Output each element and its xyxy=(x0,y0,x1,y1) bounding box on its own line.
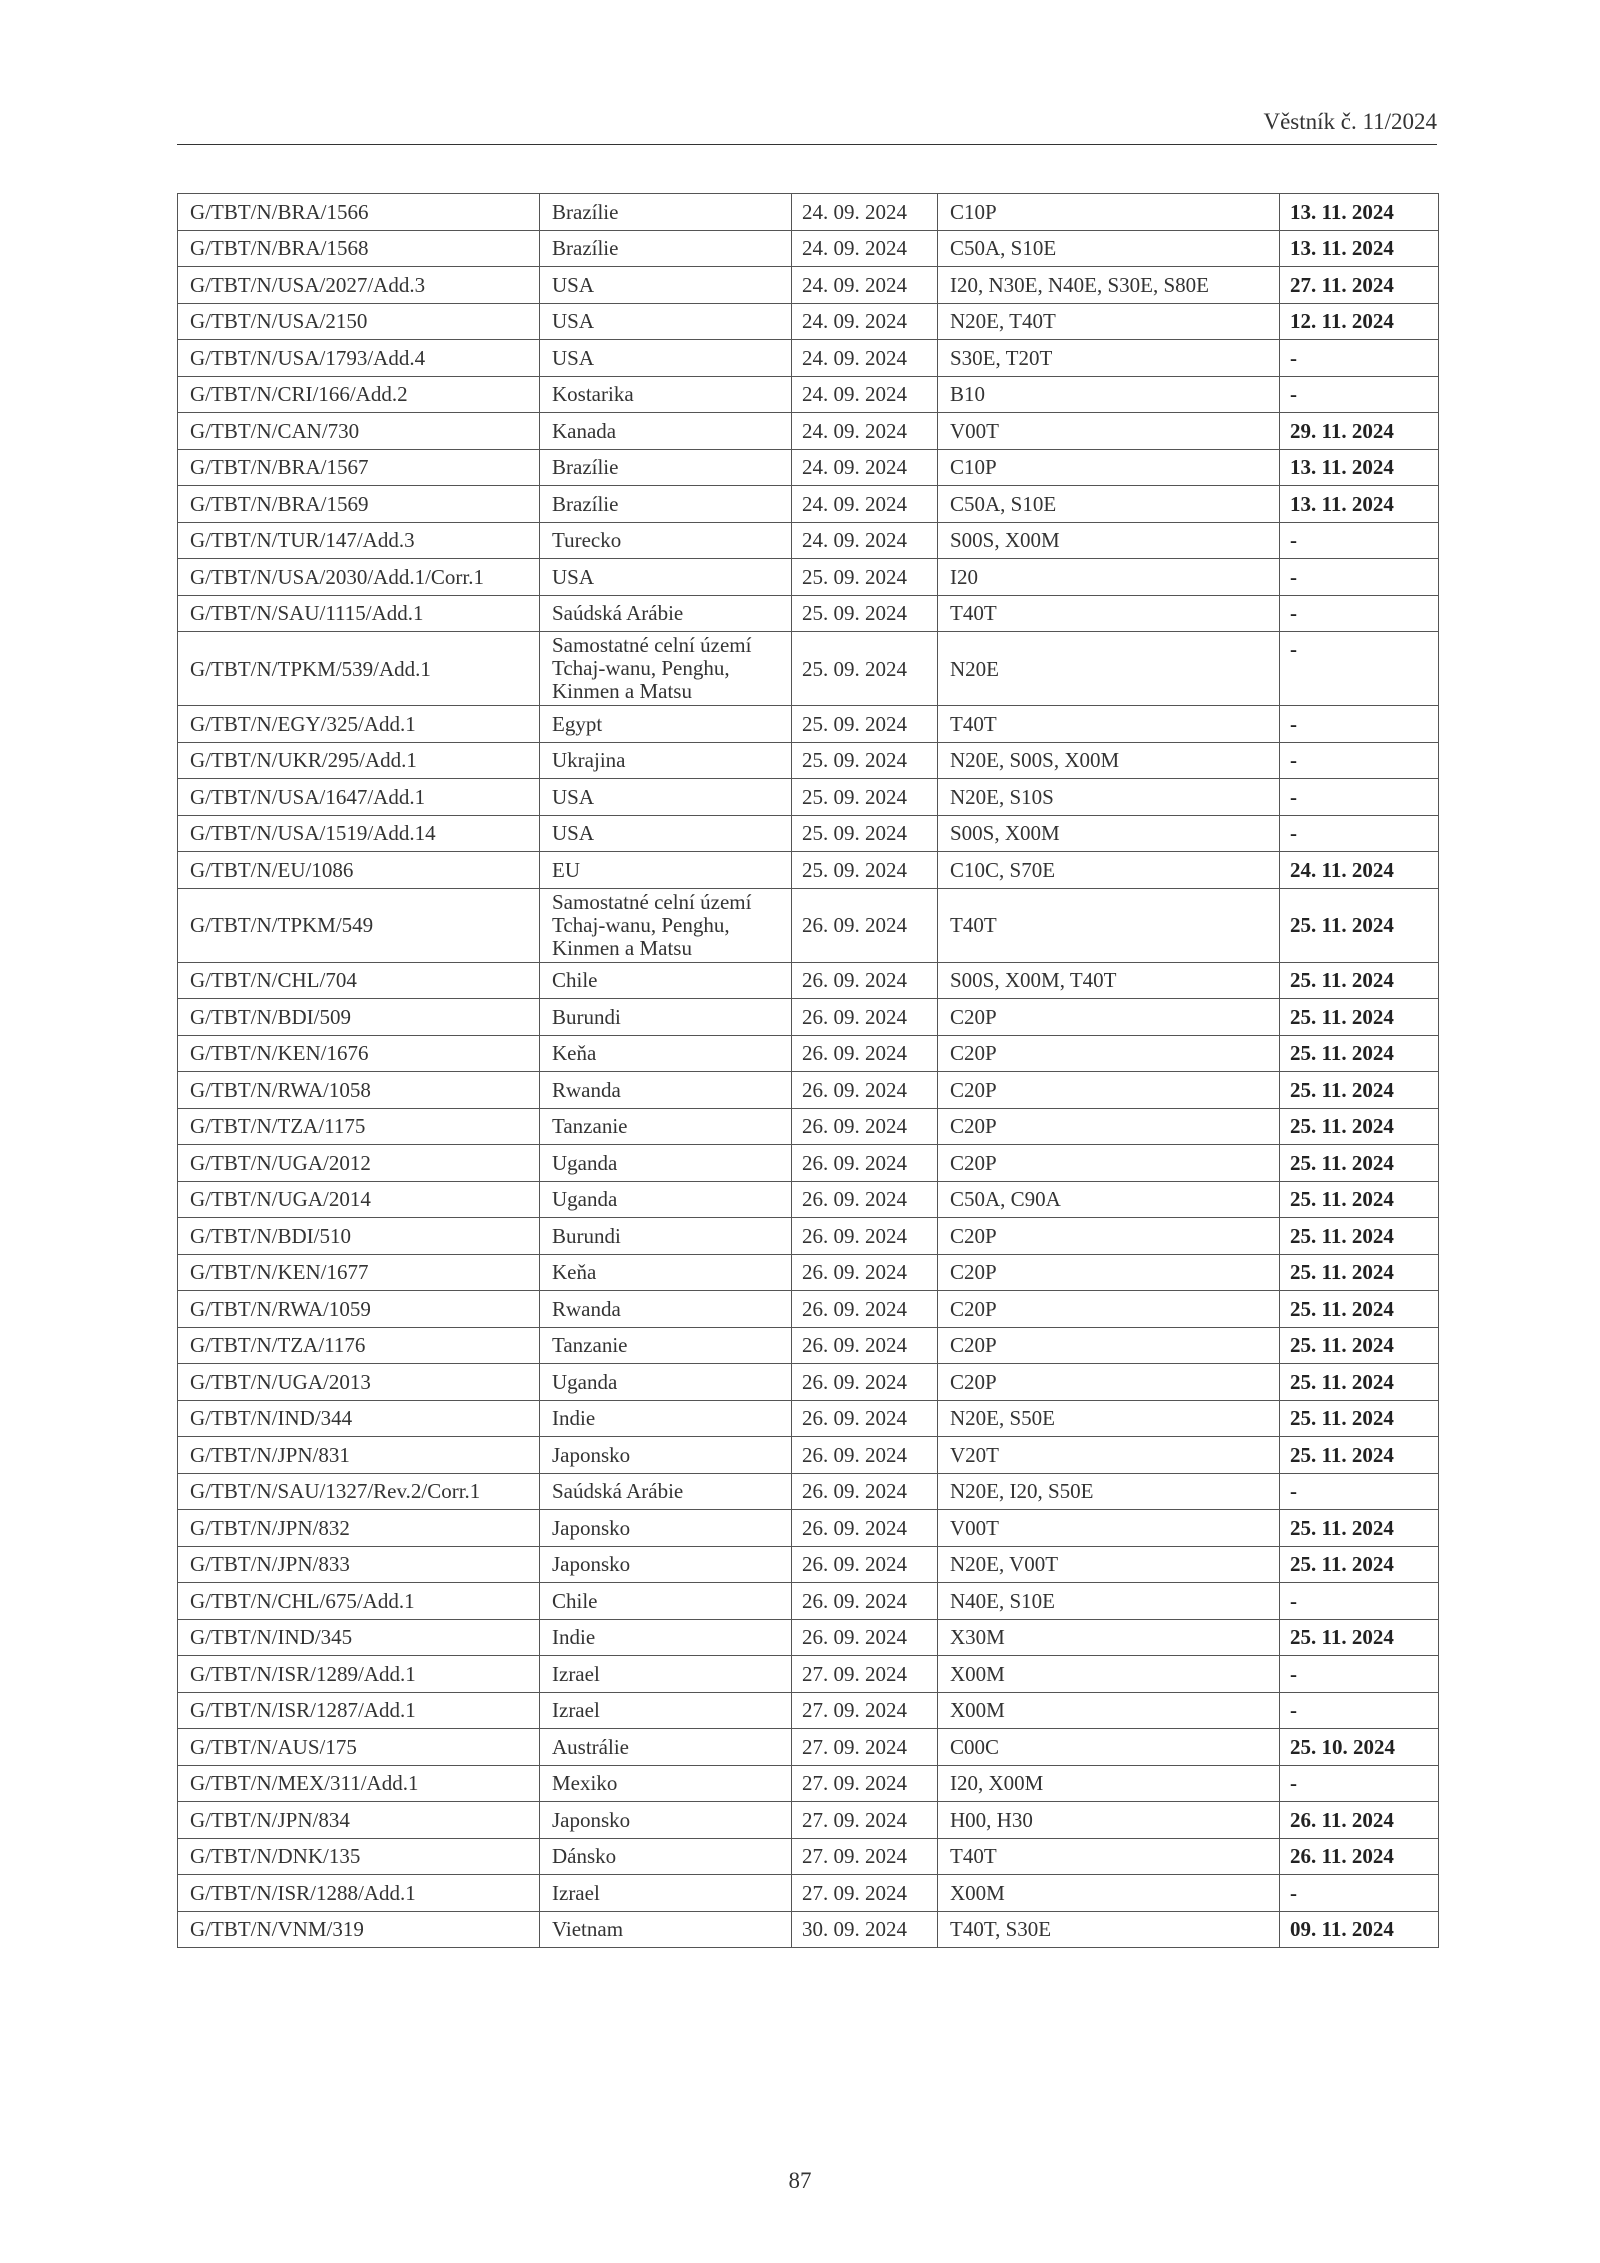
table-row xyxy=(178,1765,1439,1802)
cell-document-symbol: G/TBT/N/EGY/325/Add.1 xyxy=(178,706,540,743)
cell-comment-deadline: 26. 11. 2024 xyxy=(1280,1802,1439,1839)
cell-distribution-date: 26. 09. 2024 xyxy=(792,1181,938,1218)
cell-comment-deadline: - xyxy=(1280,1583,1439,1620)
table-row xyxy=(178,559,1439,596)
cell-document-symbol: G/TBT/N/CRI/166/Add.2 xyxy=(178,376,540,413)
cell-member: USA xyxy=(540,267,792,304)
cell-document-symbol: G/TBT/N/AUS/175 xyxy=(178,1729,540,1766)
cell-member: Egypt xyxy=(540,706,792,743)
cell-ics-codes: C20P xyxy=(938,1108,1280,1145)
cell-comment-deadline: 24. 11. 2024 xyxy=(1280,852,1439,889)
table-row xyxy=(178,1838,1439,1875)
cell-document-symbol: G/TBT/N/BRA/1568 xyxy=(178,230,540,267)
cell-ics-codes: N20E, I20, S50E xyxy=(938,1473,1280,1510)
cell-document-symbol: G/TBT/N/DNK/135 xyxy=(178,1838,540,1875)
cell-member: Turecko xyxy=(540,522,792,559)
journal-title: Věstník č. 11/2024 xyxy=(1263,109,1437,134)
table-row xyxy=(178,1327,1439,1364)
cell-comment-deadline: 09. 11. 2024 xyxy=(1280,1911,1439,1948)
cell-document-symbol: G/TBT/N/USA/2150 xyxy=(178,303,540,340)
cell-member: Kanada xyxy=(540,413,792,450)
cell-distribution-date: 27. 09. 2024 xyxy=(792,1765,938,1802)
cell-distribution-date: 27. 09. 2024 xyxy=(792,1692,938,1729)
cell-member: Tanzanie xyxy=(540,1327,792,1364)
cell-document-symbol: G/TBT/N/ISR/1287/Add.1 xyxy=(178,1692,540,1729)
cell-document-symbol: G/TBT/N/IND/344 xyxy=(178,1400,540,1437)
cell-distribution-date: 26. 09. 2024 xyxy=(792,1583,938,1620)
table-row xyxy=(178,888,1439,962)
cell-member: Japonsko xyxy=(540,1510,792,1547)
cell-document-symbol: G/TBT/N/USA/2027/Add.3 xyxy=(178,267,540,304)
cell-ics-codes: V00T xyxy=(938,413,1280,450)
cell-member: Brazílie xyxy=(540,230,792,267)
table-row xyxy=(178,303,1439,340)
cell-ics-codes: X00M xyxy=(938,1692,1280,1729)
cell-document-symbol: G/TBT/N/ISR/1288/Add.1 xyxy=(178,1875,540,1912)
cell-document-symbol: G/TBT/N/EU/1086 xyxy=(178,852,540,889)
cell-distribution-date: 26. 09. 2024 xyxy=(792,1437,938,1474)
cell-distribution-date: 25. 09. 2024 xyxy=(792,779,938,816)
cell-ics-codes: C20P xyxy=(938,1035,1280,1072)
cell-ics-codes: C50A, S10E xyxy=(938,230,1280,267)
cell-document-symbol: G/TBT/N/IND/345 xyxy=(178,1619,540,1656)
cell-ics-codes: N20E, V00T xyxy=(938,1546,1280,1583)
cell-comment-deadline: - xyxy=(1280,1875,1439,1912)
cell-document-symbol: G/TBT/N/CHL/704 xyxy=(178,962,540,999)
cell-comment-deadline: 25. 11. 2024 xyxy=(1280,1218,1439,1255)
cell-ics-codes: C20P xyxy=(938,1291,1280,1328)
table-row xyxy=(178,486,1439,523)
cell-comment-deadline: - xyxy=(1280,376,1439,413)
cell-ics-codes: B10 xyxy=(938,376,1280,413)
cell-member: Burundi xyxy=(540,999,792,1036)
cell-document-symbol: G/TBT/N/BDI/510 xyxy=(178,1218,540,1255)
cell-member: USA xyxy=(540,303,792,340)
cell-comment-deadline: - xyxy=(1280,779,1439,816)
cell-ics-codes: C20P xyxy=(938,999,1280,1036)
cell-distribution-date: 24. 09. 2024 xyxy=(792,376,938,413)
cell-document-symbol: G/TBT/N/USA/1793/Add.4 xyxy=(178,340,540,377)
cell-member: Austrálie xyxy=(540,1729,792,1766)
table-row xyxy=(178,1911,1439,1948)
table-row xyxy=(178,1108,1439,1145)
cell-ics-codes: H00, H30 xyxy=(938,1802,1280,1839)
cell-ics-codes: C10P xyxy=(938,194,1280,231)
table-row xyxy=(178,1364,1439,1401)
cell-comment-deadline: 25. 11. 2024 xyxy=(1280,1619,1439,1656)
cell-distribution-date: 25. 09. 2024 xyxy=(792,815,938,852)
cell-document-symbol: G/TBT/N/UGA/2013 xyxy=(178,1364,540,1401)
cell-ics-codes: N20E, S00S, X00M xyxy=(938,742,1280,779)
cell-document-symbol: G/TBT/N/KEN/1676 xyxy=(178,1035,540,1072)
cell-member: Rwanda xyxy=(540,1072,792,1109)
cell-member: Japonsko xyxy=(540,1802,792,1839)
cell-comment-deadline: - xyxy=(1280,595,1439,632)
table-row xyxy=(178,1473,1439,1510)
cell-ics-codes: T40T xyxy=(938,1838,1280,1875)
cell-comment-deadline: 13. 11. 2024 xyxy=(1280,194,1439,231)
table-row xyxy=(178,1291,1439,1328)
cell-member: USA xyxy=(540,340,792,377)
cell-member: Brazílie xyxy=(540,194,792,231)
cell-member: Chile xyxy=(540,962,792,999)
cell-ics-codes: T40T xyxy=(938,706,1280,743)
cell-comment-deadline: 25. 11. 2024 xyxy=(1280,962,1439,999)
cell-member: Tanzanie xyxy=(540,1108,792,1145)
cell-document-symbol: G/TBT/N/UKR/295/Add.1 xyxy=(178,742,540,779)
cell-document-symbol: G/TBT/N/BRA/1566 xyxy=(178,194,540,231)
cell-ics-codes: X00M xyxy=(938,1875,1280,1912)
cell-ics-codes: T40T xyxy=(938,888,1280,962)
cell-distribution-date: 25. 09. 2024 xyxy=(792,632,938,706)
cell-member: Uganda xyxy=(540,1364,792,1401)
cell-comment-deadline: 25. 11. 2024 xyxy=(1280,1546,1439,1583)
cell-member: Keňa xyxy=(540,1035,792,1072)
cell-comment-deadline: - xyxy=(1280,1473,1439,1510)
table-row xyxy=(178,706,1439,743)
cell-document-symbol: G/TBT/N/SAU/1115/Add.1 xyxy=(178,595,540,632)
cell-distribution-date: 26. 09. 2024 xyxy=(792,1400,938,1437)
cell-comment-deadline: 25. 11. 2024 xyxy=(1280,1035,1439,1072)
cell-document-symbol: G/TBT/N/TZA/1175 xyxy=(178,1108,540,1145)
cell-member: Burundi xyxy=(540,1218,792,1255)
cell-member: Vietnam xyxy=(540,1911,792,1948)
cell-ics-codes: I20 xyxy=(938,559,1280,596)
table-row xyxy=(178,1692,1439,1729)
cell-comment-deadline: 25. 11. 2024 xyxy=(1280,1510,1439,1547)
cell-ics-codes: S30E, T20T xyxy=(938,340,1280,377)
cell-comment-deadline: - xyxy=(1280,632,1439,706)
cell-comment-deadline: 25. 11. 2024 xyxy=(1280,1254,1439,1291)
cell-distribution-date: 27. 09. 2024 xyxy=(792,1656,938,1693)
cell-comment-deadline: 25. 11. 2024 xyxy=(1280,1181,1439,1218)
cell-ics-codes: C50A, S10E xyxy=(938,486,1280,523)
cell-member: Indie xyxy=(540,1400,792,1437)
cell-ics-codes: C00C xyxy=(938,1729,1280,1766)
cell-member: Keňa xyxy=(540,1254,792,1291)
cell-member: Indie xyxy=(540,1619,792,1656)
cell-member: Brazílie xyxy=(540,486,792,523)
cell-member: USA xyxy=(540,559,792,596)
cell-document-symbol: G/TBT/N/UGA/2014 xyxy=(178,1181,540,1218)
cell-document-symbol: G/TBT/N/USA/1647/Add.1 xyxy=(178,779,540,816)
cell-distribution-date: 26. 09. 2024 xyxy=(792,1619,938,1656)
cell-distribution-date: 24. 09. 2024 xyxy=(792,486,938,523)
cell-document-symbol: G/TBT/N/JPN/831 xyxy=(178,1437,540,1474)
cell-member: Izrael xyxy=(540,1692,792,1729)
table-row xyxy=(178,1619,1439,1656)
cell-document-symbol: G/TBT/N/CHL/675/Add.1 xyxy=(178,1583,540,1620)
cell-distribution-date: 26. 09. 2024 xyxy=(792,888,938,962)
cell-distribution-date: 26. 09. 2024 xyxy=(792,1145,938,1182)
cell-member: Japonsko xyxy=(540,1437,792,1474)
cell-ics-codes: N20E, S10S xyxy=(938,779,1280,816)
table-row xyxy=(178,1254,1439,1291)
table-row xyxy=(178,522,1439,559)
cell-ics-codes: C20P xyxy=(938,1072,1280,1109)
cell-ics-codes: V00T xyxy=(938,1510,1280,1547)
cell-ics-codes: C50A, C90A xyxy=(938,1181,1280,1218)
cell-member: Saúdská Arábie xyxy=(540,1473,792,1510)
cell-comment-deadline: 25. 11. 2024 xyxy=(1280,1364,1439,1401)
cell-member: USA xyxy=(540,779,792,816)
cell-member: Rwanda xyxy=(540,1291,792,1328)
cell-member: EU xyxy=(540,852,792,889)
cell-member: Samostatné celní území Tchaj-wanu, Penghu, Kinmen a Matsu xyxy=(540,632,792,706)
cell-comment-deadline: - xyxy=(1280,559,1439,596)
cell-ics-codes: I20, N30E, N40E, S30E, S80E xyxy=(938,267,1280,304)
cell-member: Izrael xyxy=(540,1875,792,1912)
cell-distribution-date: 24. 09. 2024 xyxy=(792,267,938,304)
cell-ics-codes: T40T xyxy=(938,595,1280,632)
table-row xyxy=(178,962,1439,999)
cell-distribution-date: 27. 09. 2024 xyxy=(792,1838,938,1875)
cell-member: Samostatné celní území Tchaj-wanu, Penghu, Kinmen a Matsu xyxy=(540,888,792,962)
cell-member: Uganda xyxy=(540,1145,792,1182)
cell-document-symbol: G/TBT/N/BRA/1567 xyxy=(178,449,540,486)
cell-document-symbol: G/TBT/N/UGA/2012 xyxy=(178,1145,540,1182)
cell-document-symbol: G/TBT/N/JPN/832 xyxy=(178,1510,540,1547)
cell-comment-deadline: 25. 10. 2024 xyxy=(1280,1729,1439,1766)
table-row xyxy=(178,1181,1439,1218)
cell-member: Brazílie xyxy=(540,449,792,486)
table-row xyxy=(178,1656,1439,1693)
cell-ics-codes: C20P xyxy=(938,1364,1280,1401)
cell-comment-deadline: - xyxy=(1280,1692,1439,1729)
cell-comment-deadline: 25. 11. 2024 xyxy=(1280,1108,1439,1145)
cell-distribution-date: 24. 09. 2024 xyxy=(792,340,938,377)
cell-distribution-date: 26. 09. 2024 xyxy=(792,1291,938,1328)
cell-ics-codes: C20P xyxy=(938,1145,1280,1182)
cell-document-symbol: G/TBT/N/KEN/1677 xyxy=(178,1254,540,1291)
table-row xyxy=(178,852,1439,889)
cell-document-symbol: G/TBT/N/RWA/1059 xyxy=(178,1291,540,1328)
cell-distribution-date: 27. 09. 2024 xyxy=(792,1802,938,1839)
table-row xyxy=(178,815,1439,852)
cell-ics-codes: C20P xyxy=(938,1254,1280,1291)
page-header xyxy=(177,110,1437,145)
cell-document-symbol: G/TBT/N/TZA/1176 xyxy=(178,1327,540,1364)
table-row xyxy=(178,1546,1439,1583)
cell-comment-deadline: 27. 11. 2024 xyxy=(1280,267,1439,304)
cell-distribution-date: 26. 09. 2024 xyxy=(792,1510,938,1547)
cell-comment-deadline: 25. 11. 2024 xyxy=(1280,1400,1439,1437)
cell-comment-deadline: - xyxy=(1280,1656,1439,1693)
table-row xyxy=(178,1218,1439,1255)
cell-ics-codes: N20E xyxy=(938,632,1280,706)
cell-comment-deadline: 25. 11. 2024 xyxy=(1280,888,1439,962)
cell-comment-deadline: 13. 11. 2024 xyxy=(1280,230,1439,267)
cell-ics-codes: N20E, T40T xyxy=(938,303,1280,340)
cell-document-symbol: G/TBT/N/BDI/509 xyxy=(178,999,540,1036)
cell-document-symbol: G/TBT/N/VNM/319 xyxy=(178,1911,540,1948)
cell-comment-deadline: - xyxy=(1280,522,1439,559)
cell-member: Kostarika xyxy=(540,376,792,413)
cell-distribution-date: 25. 09. 2024 xyxy=(792,595,938,632)
cell-comment-deadline: 25. 11. 2024 xyxy=(1280,1291,1439,1328)
cell-document-symbol: G/TBT/N/TUR/147/Add.3 xyxy=(178,522,540,559)
cell-distribution-date: 26. 09. 2024 xyxy=(792,962,938,999)
table-row xyxy=(178,1145,1439,1182)
cell-comment-deadline: - xyxy=(1280,815,1439,852)
cell-document-symbol: G/TBT/N/TPKM/549 xyxy=(178,888,540,962)
cell-member: Chile xyxy=(540,1583,792,1620)
cell-distribution-date: 25. 09. 2024 xyxy=(792,706,938,743)
cell-member: Dánsko xyxy=(540,1838,792,1875)
cell-member: Mexiko xyxy=(540,1765,792,1802)
cell-ics-codes: C10P xyxy=(938,449,1280,486)
cell-document-symbol: G/TBT/N/BRA/1569 xyxy=(178,486,540,523)
cell-member: Saúdská Arábie xyxy=(540,595,792,632)
cell-document-symbol: G/TBT/N/TPKM/539/Add.1 xyxy=(178,632,540,706)
cell-document-symbol: G/TBT/N/SAU/1327/Rev.2/Corr.1 xyxy=(178,1473,540,1510)
notification-table-body xyxy=(178,194,1439,1948)
cell-comment-deadline: - xyxy=(1280,742,1439,779)
page-number: 87 xyxy=(788,2168,812,2193)
table-row xyxy=(178,340,1439,377)
cell-document-symbol: G/TBT/N/CAN/730 xyxy=(178,413,540,450)
cell-distribution-date: 26. 09. 2024 xyxy=(792,1035,938,1072)
cell-distribution-date: 24. 09. 2024 xyxy=(792,230,938,267)
table-row xyxy=(178,230,1439,267)
cell-comment-deadline: 12. 11. 2024 xyxy=(1280,303,1439,340)
cell-distribution-date: 24. 09. 2024 xyxy=(792,413,938,450)
cell-ics-codes: V20T xyxy=(938,1437,1280,1474)
cell-ics-codes: S00S, X00M xyxy=(938,815,1280,852)
cell-document-symbol: G/TBT/N/MEX/311/Add.1 xyxy=(178,1765,540,1802)
cell-member: Uganda xyxy=(540,1181,792,1218)
table-row xyxy=(178,376,1439,413)
table-row xyxy=(178,632,1439,706)
cell-distribution-date: 24. 09. 2024 xyxy=(792,303,938,340)
table-row xyxy=(178,449,1439,486)
cell-ics-codes: N40E, S10E xyxy=(938,1583,1280,1620)
cell-distribution-date: 24. 09. 2024 xyxy=(792,194,938,231)
cell-comment-deadline: 25. 11. 2024 xyxy=(1280,1437,1439,1474)
cell-distribution-date: 26. 09. 2024 xyxy=(792,1546,938,1583)
table-row xyxy=(178,1400,1439,1437)
table-row xyxy=(178,1072,1439,1109)
cell-distribution-date: 30. 09. 2024 xyxy=(792,1911,938,1948)
table-row xyxy=(178,413,1439,450)
cell-distribution-date: 24. 09. 2024 xyxy=(792,522,938,559)
cell-ics-codes: I20, X00M xyxy=(938,1765,1280,1802)
cell-member: USA xyxy=(540,815,792,852)
table-row xyxy=(178,267,1439,304)
cell-distribution-date: 27. 09. 2024 xyxy=(792,1875,938,1912)
table-row xyxy=(178,1802,1439,1839)
table-row xyxy=(178,1583,1439,1620)
cell-ics-codes: N20E, S50E xyxy=(938,1400,1280,1437)
cell-comment-deadline: - xyxy=(1280,340,1439,377)
cell-ics-codes: X00M xyxy=(938,1656,1280,1693)
cell-member: Izrael xyxy=(540,1656,792,1693)
cell-comment-deadline: 13. 11. 2024 xyxy=(1280,449,1439,486)
cell-comment-deadline: 25. 11. 2024 xyxy=(1280,1327,1439,1364)
cell-comment-deadline: 25. 11. 2024 xyxy=(1280,999,1439,1036)
cell-distribution-date: 27. 09. 2024 xyxy=(792,1729,938,1766)
table-row xyxy=(178,1035,1439,1072)
cell-ics-codes: C20P xyxy=(938,1218,1280,1255)
cell-document-symbol: G/TBT/N/RWA/1058 xyxy=(178,1072,540,1109)
cell-document-symbol: G/TBT/N/USA/2030/Add.1/Corr.1 xyxy=(178,559,540,596)
cell-distribution-date: 26. 09. 2024 xyxy=(792,1364,938,1401)
cell-distribution-date: 25. 09. 2024 xyxy=(792,852,938,889)
cell-comment-deadline: 26. 11. 2024 xyxy=(1280,1838,1439,1875)
cell-distribution-date: 25. 09. 2024 xyxy=(792,559,938,596)
cell-distribution-date: 26. 09. 2024 xyxy=(792,1108,938,1145)
cell-member: Ukrajina xyxy=(540,742,792,779)
cell-distribution-date: 26. 09. 2024 xyxy=(792,1254,938,1291)
table-row xyxy=(178,595,1439,632)
table-row xyxy=(178,1510,1439,1547)
cell-comment-deadline: - xyxy=(1280,1765,1439,1802)
cell-document-symbol: G/TBT/N/USA/1519/Add.14 xyxy=(178,815,540,852)
table-row xyxy=(178,742,1439,779)
table-row xyxy=(178,999,1439,1036)
cell-ics-codes: S00S, X00M xyxy=(938,522,1280,559)
cell-ics-codes: T40T, S30E xyxy=(938,1911,1280,1948)
cell-distribution-date: 26. 09. 2024 xyxy=(792,1473,938,1510)
cell-comment-deadline: 25. 11. 2024 xyxy=(1280,1072,1439,1109)
cell-distribution-date: 25. 09. 2024 xyxy=(792,742,938,779)
cell-distribution-date: 24. 09. 2024 xyxy=(792,449,938,486)
notification-table xyxy=(177,193,1439,1948)
cell-ics-codes: S00S, X00M, T40T xyxy=(938,962,1280,999)
cell-member: Japonsko xyxy=(540,1546,792,1583)
cell-document-symbol: G/TBT/N/JPN/833 xyxy=(178,1546,540,1583)
cell-distribution-date: 26. 09. 2024 xyxy=(792,1072,938,1109)
cell-distribution-date: 26. 09. 2024 xyxy=(792,999,938,1036)
cell-ics-codes: C20P xyxy=(938,1327,1280,1364)
cell-ics-codes: X30M xyxy=(938,1619,1280,1656)
cell-comment-deadline: - xyxy=(1280,706,1439,743)
cell-comment-deadline: 13. 11. 2024 xyxy=(1280,486,1439,523)
cell-ics-codes: C10C, S70E xyxy=(938,852,1280,889)
cell-document-symbol: G/TBT/N/JPN/834 xyxy=(178,1802,540,1839)
table-row xyxy=(178,194,1439,231)
cell-comment-deadline: 25. 11. 2024 xyxy=(1280,1145,1439,1182)
cell-distribution-date: 26. 09. 2024 xyxy=(792,1327,938,1364)
table-row xyxy=(178,779,1439,816)
table-row xyxy=(178,1437,1439,1474)
table-row xyxy=(178,1729,1439,1766)
cell-comment-deadline: 29. 11. 2024 xyxy=(1280,413,1439,450)
cell-distribution-date: 26. 09. 2024 xyxy=(792,1218,938,1255)
cell-document-symbol: G/TBT/N/ISR/1289/Add.1 xyxy=(178,1656,540,1693)
table-row xyxy=(178,1875,1439,1912)
